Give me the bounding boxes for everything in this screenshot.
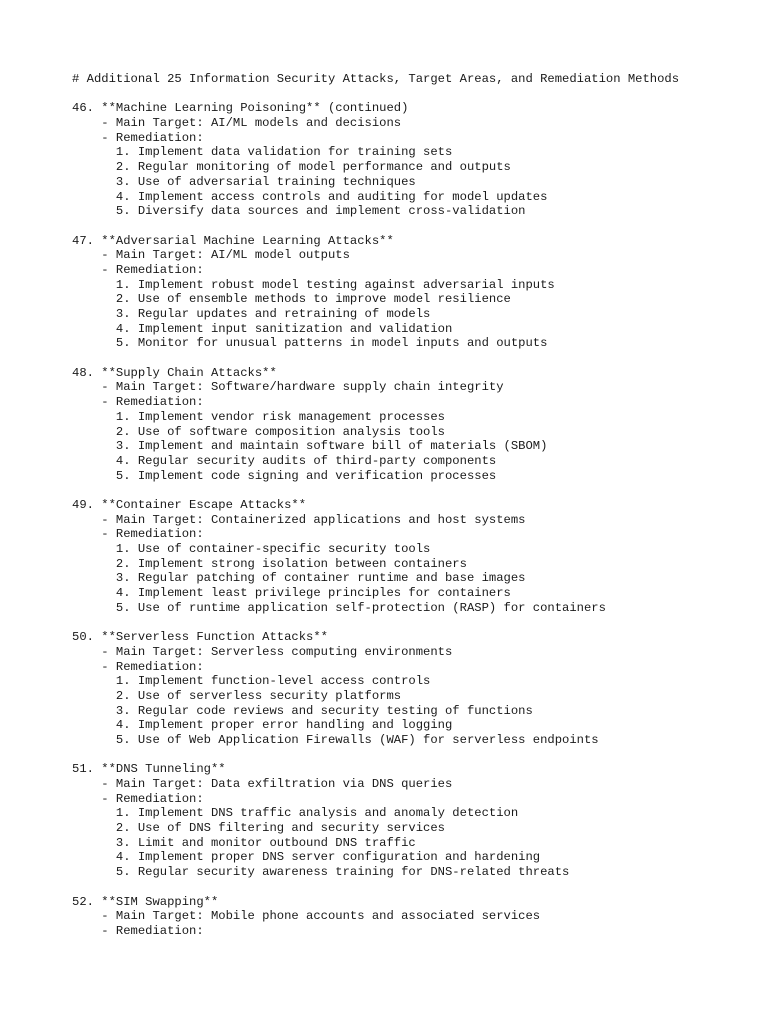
remediation-step: 3. Regular code reviews and security testing of functions <box>72 703 533 718</box>
remediation-step: 5. Regular security awareness training for DNS-related threats <box>72 865 570 880</box>
remediation-step: 2. Use of serverless security platforms <box>72 688 402 703</box>
entry-title: 52. **SIM Swapping** <box>72 894 219 909</box>
remediation-step: 5. Use of Web Application Firewalls (WAF) for serverless endpoints <box>72 732 599 747</box>
entry-remediation-label: - Remediation: <box>72 923 204 938</box>
entry-main-target: - Main Target: Mobile phone accounts and associated services <box>72 909 541 924</box>
remediation-step: 5. Use of runtime application self-protection (RASP) for containers <box>72 600 606 615</box>
remediation-step: 1. Implement data validation for training sets <box>72 145 453 160</box>
spacer <box>72 880 752 895</box>
remediation-step: 4. Implement access controls and auditing for model updates <box>72 189 548 204</box>
entry-remediation-label: - Remediation: <box>72 791 204 806</box>
remediation-step: 1. Implement function-level access controls <box>72 674 431 689</box>
entry-remediation-label: - Remediation: <box>72 527 204 542</box>
entry-remediation-label: - Remediation: <box>72 395 204 410</box>
entry-main-target: - Main Target: Containerized applications and host systems <box>72 512 526 527</box>
entry-main-target: - Main Target: Data exfiltration via DNS queries <box>72 777 453 791</box>
document-page <box>72 72 752 939</box>
entry-title: 48. **Supply Chain Attacks** <box>72 365 277 380</box>
attack-entry-50 <box>72 630 752 748</box>
entry-title: 51. **DNS Tunneling** <box>72 762 226 777</box>
entry-title: 50. **Serverless Function Attacks** <box>72 630 328 645</box>
document-heading: # Additional 25 Information Security Attacks, Target Areas, and Remediation Methods <box>72 72 680 86</box>
spacer <box>72 219 752 234</box>
attack-entry-51 <box>72 762 752 880</box>
remediation-step: 5. Implement code signing and verification processes <box>72 468 497 483</box>
attack-entry-47 <box>72 234 752 352</box>
entry-main-target: - Main Target: AI/ML model outputs <box>72 248 350 263</box>
spacer <box>72 615 752 630</box>
entry-title: 49. **Container Escape Attacks** <box>72 497 307 512</box>
entry-title: 47. **Adversarial Machine Learning Attacks** <box>72 233 394 248</box>
entry-main-target: - Main Target: Serverless computing environments <box>72 644 453 659</box>
remediation-step: 1. Use of container-specific security tools <box>72 542 431 556</box>
entry-main-target: - Main Target: AI/ML models and decisions <box>72 116 402 131</box>
remediation-step: 1. Implement robust model testing against adversarial inputs <box>72 277 555 292</box>
remediation-step: 3. Regular patching of container runtime and base images <box>72 571 526 586</box>
remediation-step: 3. Use of adversarial training techniques <box>72 174 416 189</box>
remediation-step: 4. Regular security audits of third-party components <box>72 453 497 468</box>
entry-main-target: - Main Target: Software/hardware supply chain integrity <box>72 380 504 395</box>
remediation-step: 2. Use of DNS filtering and security services <box>72 821 445 836</box>
remediation-step: 5. Diversify data sources and implement cross-validation <box>72 204 526 219</box>
remediation-step: 3. Implement and maintain software bill of materials (SBOM) <box>72 439 548 454</box>
remediation-step: 2. Use of software composition analysis tools <box>72 424 445 439</box>
entry-remediation-label: - Remediation: <box>72 659 204 674</box>
attack-entry-52 <box>72 895 752 939</box>
spacer <box>72 748 752 763</box>
remediation-step: 4. Implement proper error handling and logging <box>72 718 453 733</box>
remediation-step: 4. Implement proper DNS server configuration and hardening <box>72 850 541 865</box>
remediation-step: 2. Regular monitoring of model performance and outputs <box>72 160 511 175</box>
attack-entry-46 <box>72 101 752 219</box>
remediation-step: 3. Limit and monitor outbound DNS traffic <box>72 835 416 850</box>
spacer <box>72 483 752 498</box>
entry-remediation-label: - Remediation: <box>72 130 204 145</box>
entry-remediation-label: - Remediation: <box>72 262 204 277</box>
attack-entry-48 <box>72 366 752 484</box>
entry-title: 46. **Machine Learning Poisoning** (continued) <box>72 101 409 116</box>
remediation-step: 4. Implement least privilege principles for containers <box>72 586 511 601</box>
attack-entry-49 <box>72 498 752 616</box>
remediation-step: 4. Implement input sanitization and validation <box>72 321 453 336</box>
spacer <box>72 87 752 102</box>
remediation-step: 3. Regular updates and retraining of models <box>72 307 431 321</box>
remediation-step: 5. Monitor for unusual patterns in model inputs and outputs <box>72 336 548 351</box>
remediation-step: 2. Implement strong isolation between containers <box>72 556 467 571</box>
remediation-step: 1. Implement DNS traffic analysis and anomaly detection <box>72 806 519 821</box>
remediation-step: 1. Implement vendor risk management processes <box>72 409 445 424</box>
spacer <box>72 351 752 366</box>
remediation-step: 2. Use of ensemble methods to improve model resilience <box>72 292 511 307</box>
